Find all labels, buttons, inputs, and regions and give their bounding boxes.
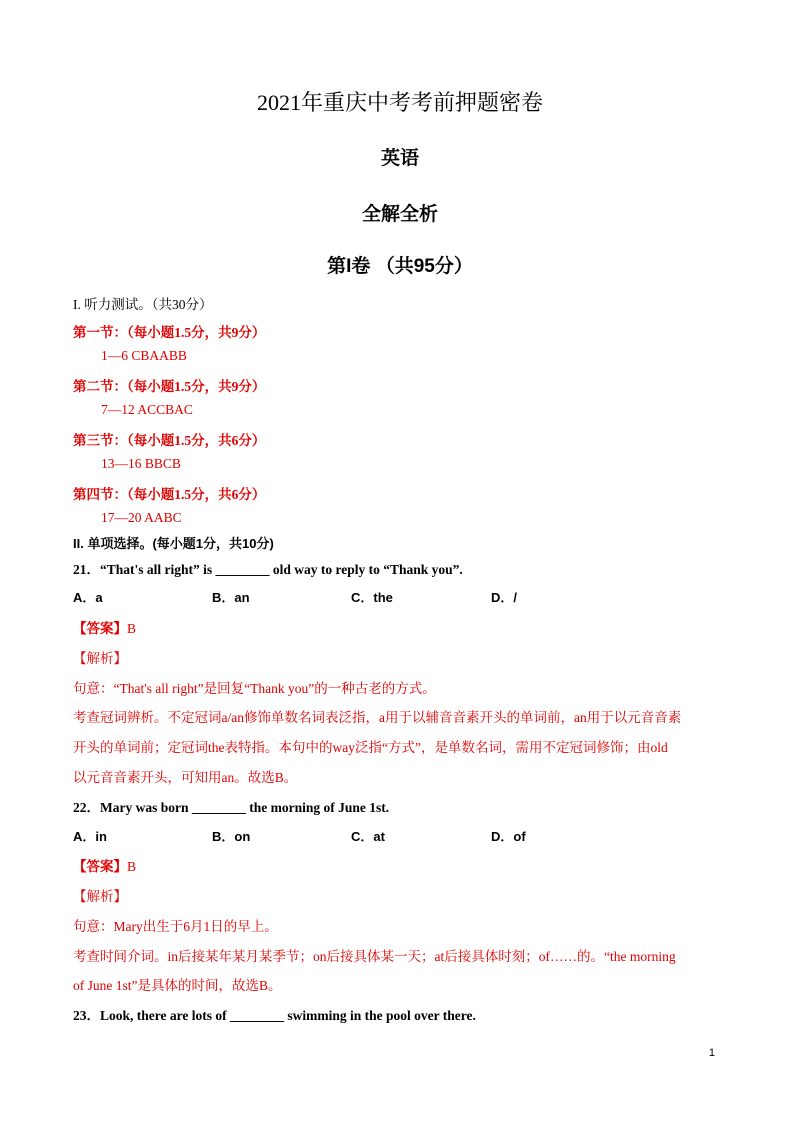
section1-heading: I. 听力测试。（共30分）	[73, 297, 213, 312]
question-22-answer	[73, 855, 136, 875]
part3-answers: 13—16 BBCB	[101, 456, 181, 471]
question-22-option-b: B．on	[212, 829, 251, 844]
part3-label: 第三节：（每小题1.5分，共6分）	[73, 433, 266, 448]
part1-label: 第一节：（每小题1.5分，共9分）	[73, 325, 266, 340]
doc-subtitle: 全解全析	[361, 204, 438, 225]
part4-label: 第四节：（每小题1.5分，共6分）	[73, 487, 266, 502]
question-22-explanation-line-1: 句意：Mary出生于6月1日的早上。	[73, 919, 278, 934]
question-22-option-a: A．in	[73, 829, 107, 844]
question-21-answer	[73, 617, 136, 637]
question-22-explanation-line-2: 考查时间介词。in后接某年某月某季节；on后接具体某一天；at后接具体时刻；of……的。“the morning	[73, 949, 676, 964]
question-21-explanation-line-4: 以元音音素开头，可知用an。故选B。	[73, 770, 298, 785]
part4-answers: 17—20 AABC	[101, 510, 182, 525]
question-21-option-d: D．/	[491, 590, 518, 605]
answer-value: B	[127, 859, 137, 874]
question-22-analysis-label: 【解析】	[73, 889, 127, 904]
question-22-stem: 22．Mary was born ________ the morning of June 1st.	[73, 800, 390, 815]
question-22-explanation-line-3: of June 1st”是具体的时间，故选B。	[73, 978, 282, 993]
question-23-stem: 23．Look, there are lots of ________ swimming in the pool over there.	[73, 1008, 476, 1023]
doc-subject: 英语	[380, 148, 419, 169]
page-number: 1	[708, 1047, 715, 1059]
answer-label: 【答案】	[73, 859, 127, 874]
doc-title: 2021年重庆中考考前押题密卷	[256, 90, 543, 115]
volume-heading: 第I卷 （共95分）	[327, 256, 473, 277]
question-21-option-c: C．the	[351, 590, 393, 605]
question-21-analysis-label: 【解析】	[73, 651, 127, 666]
question-21-explanation-line-3: 开头的单词前；定冠词the表特指。本句中的way泛指“方式”，是单数名词，需用不定冠词修饰；由old	[73, 740, 668, 755]
question-22-option-c: C．at	[351, 829, 385, 844]
question-21-explanation-line-1: 句意：“That's all right”是回复“Thank you”的一种古老的方式。	[73, 681, 436, 696]
question-22-option-d: D．of	[491, 829, 526, 844]
answer-value: B	[127, 621, 137, 636]
answer-label: 【答案】	[73, 621, 127, 636]
question-21-explanation-line-2: 考查冠词辨析。不定冠词a/an修饰单数名词表泛指，a用于以辅音音素开头的单词前，an用于以元音音素	[73, 710, 682, 725]
part1-answers: 1—6 CBAABB	[101, 348, 187, 363]
part2-label: 第二节：（每小题1.5分，共9分）	[73, 379, 266, 394]
part2-answers: 7—12 ACCBAC	[101, 402, 193, 417]
question-21-option-a: A．a	[73, 590, 103, 605]
question-21-option-b: B．an	[212, 590, 250, 605]
section2-heading: II. 单项选择。(每小题1分，共10分)	[73, 536, 274, 551]
question-21-stem: 21．“That's all right” is ________ old way to reply to “Thank you”.	[73, 562, 463, 577]
